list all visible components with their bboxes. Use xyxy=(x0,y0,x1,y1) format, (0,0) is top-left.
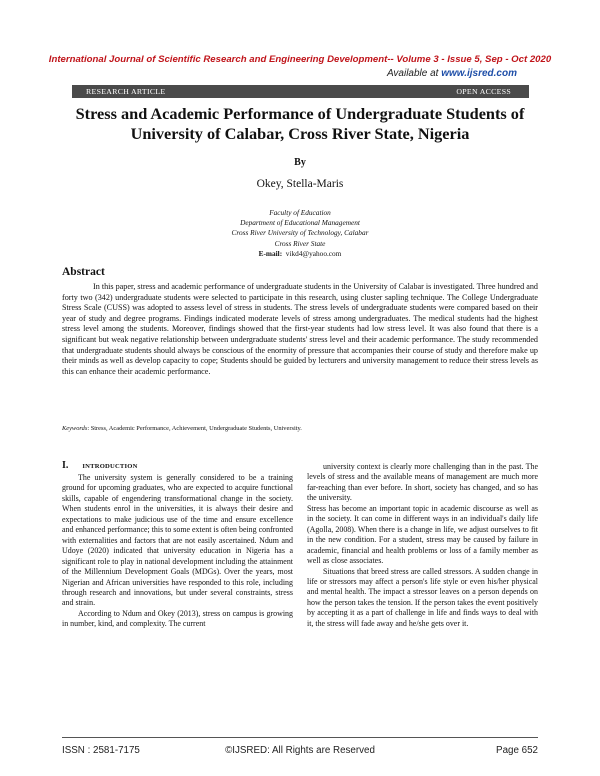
open-access-label: OPEN ACCESS xyxy=(456,86,511,96)
paragraph: The university system is generally considered to be a training ground for upcoming graduates, who are expected to acquire functional skills, capable of engendering transformational change in the society. When students enrol in the universities, it is always their desire and expectations to make judicious use of the time and ensure excellence and enhanced performance; this to some extent is often being confronted with externalities and factors that are not easily ascertained. Ndum and Udoye (2020) indicated that university education in Nigeria has a significant role to play in national development including the attainment of the Millennium Development Goals (MDGs). Over the years, most Nigerian and African universities have responded to this role, including through research and innovations, but under several constraints, stress and strain. xyxy=(62,473,293,608)
available-prefix: Available at xyxy=(386,68,442,79)
paper-title: Stress and Academic Performance of Undergraduate Students of University of Calabar, Cross River State, Nigeria xyxy=(75,104,525,143)
paragraph: According to Ndum and Okey (2013), stress on campus is growing in number, kind, and complexity. The current xyxy=(62,608,293,629)
faculty: Faculty of Education xyxy=(269,208,331,217)
email-address[interactable]: vikd4@yahoo.com xyxy=(285,248,342,258)
paragraph: university context is clearly more challenging than in the past. The levels of stress and the available means of management are much more far-reaching than ever before. In short, society has changed, and so has the university. xyxy=(307,462,538,503)
section-number: I. xyxy=(62,460,69,471)
journal-url-link[interactable]: www.ijsred.com xyxy=(441,68,517,79)
state: Cross River State xyxy=(274,238,326,248)
author-name: Okey, Stella-Maris xyxy=(256,178,344,190)
paragraph: Situations that breed stress are called stressors. A sudden change in life or stressors may affect a person's life style or even his/her physical and mental health. The impact a stressor leaves on a person depends on how the person takes the tension. If the person takes the event positively by accepting it as a part of challenge in life and finds ways to deal with it, the stress will fade away and he/she gets over it. xyxy=(307,566,538,628)
by-line: By xyxy=(294,157,306,168)
paragraph: Stress has become an important topic in academic discourse as well as in the society. It can come in different ways in an individual's daily life (Agolla, 2008). When there is a change in life, we adjust ourselves to fit in the new condition. For a student, stress may be caused by failure in academic, financial and health problems or loss of a family member as well as close associates. xyxy=(307,503,538,566)
footer-issn: ISSN : 2581-7175 xyxy=(62,745,140,756)
keywords-list: : Stress, Academic Performance, Achievement, Undergraduate Students, University. xyxy=(87,425,302,432)
left-column xyxy=(62,473,293,630)
keywords-label: Keywords xyxy=(62,425,88,432)
abstract-text: In this paper, stress and academic performance of undergraduate students in the University of Calabar is investigated. Three hundred and forty two (342) undergraduate students were selected to participate in this research, using cluster sapling technique. The College Undergraduate Stress Scale (CUSS) was adopted to assess level of stress in students. The stress levels of undergraduate students were compared based on their year of study and degree programs. Findings indicated moderate levels of stress among undergraduates. The medical students had the highest stress level among the students. Moreover, findings showed that the first-year students had low stress level. It was also found that there is a significant but weak negative relationship between undergraduate students' stress level and their academic performance. The study recommended that undergraduate students should always be conscious of the enormity of pressure that accompanies their course of study and therefore make up their minds as well as develop capacity to cope; Students should be guided by lecturers and university management to reduce their stress levels as this can enhance their academic performance. xyxy=(62,282,538,376)
journal-header: International Journal of Scientific Research and Engineering Development-- Volume 3 - Issue 5, Sep - Oct 2020 xyxy=(48,54,552,65)
keywords-line xyxy=(62,425,538,432)
university: Cross River University of Technology, Calabar xyxy=(231,228,369,238)
research-article-label: RESEARCH ARTICLE xyxy=(86,86,166,96)
email-label: E-mail: xyxy=(258,248,283,258)
department: Department of Educational Management xyxy=(240,218,360,228)
email-line xyxy=(0,249,600,259)
footer-page-number: Page 652 xyxy=(496,745,538,756)
availability-line xyxy=(387,68,517,79)
right-column xyxy=(307,462,538,629)
affiliation-block xyxy=(0,208,600,259)
article-type-bar xyxy=(72,85,529,98)
section-title: INTRODUCTION xyxy=(82,463,138,470)
footer-divider xyxy=(62,737,538,738)
section-heading xyxy=(62,460,138,471)
footer-copyright: ©IJSRED: All Rights are Reserved xyxy=(225,745,375,756)
abstract-heading: Abstract xyxy=(62,266,105,278)
